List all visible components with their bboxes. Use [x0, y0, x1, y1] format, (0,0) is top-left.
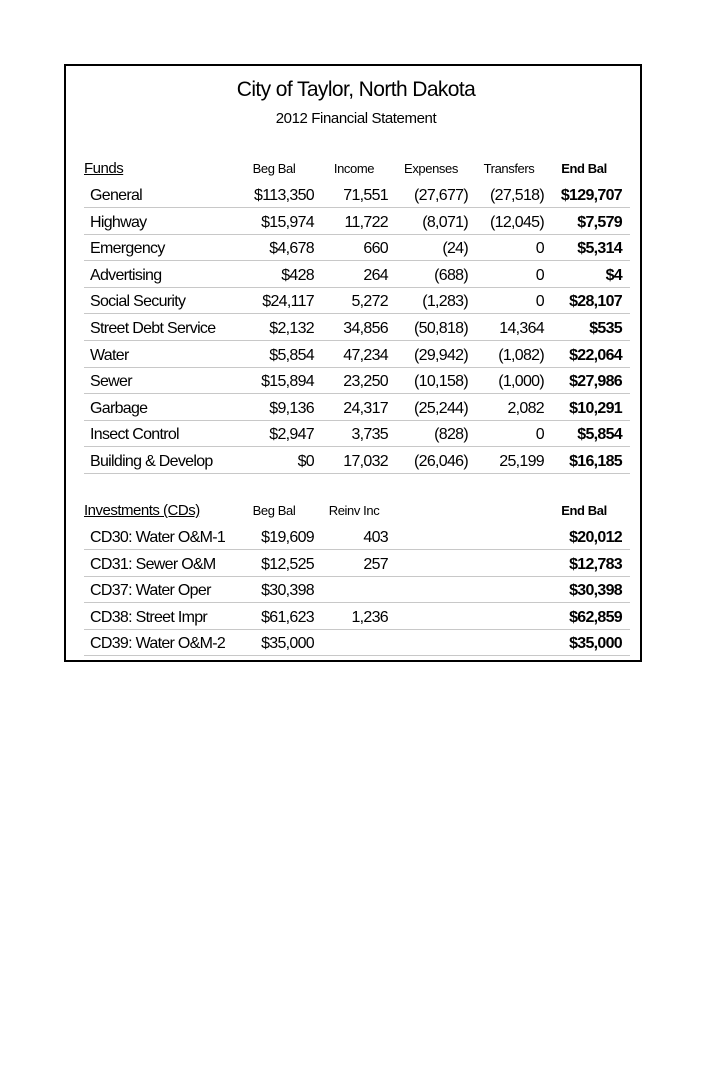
investment-row [84, 629, 630, 656]
investment-beg-bal: $35,000 [261, 635, 314, 653]
fund-expenses: (29,942) [414, 346, 468, 364]
fund-transfers: (12,045) [490, 213, 544, 231]
fund-income: 34,856 [343, 320, 388, 337]
investment-row [84, 523, 630, 550]
col-income: Income [333, 161, 375, 176]
investment-end-bal: $62,859 [569, 608, 622, 626]
investment-end-bal: $30,398 [569, 582, 622, 600]
fund-name: Garbage [90, 399, 148, 417]
fund-beg-bal: $0 [297, 453, 314, 470]
investment-beg-bal: $30,398 [261, 582, 314, 600]
fund-transfers: 0 [535, 240, 544, 258]
investment-end-bal: $20,012 [569, 529, 622, 546]
investment-row [84, 603, 630, 630]
fund-beg-bal: $5,854 [269, 346, 314, 364]
fund-expenses: (24) [442, 240, 468, 258]
fund-name: General [90, 187, 143, 204]
fund-name: Advertising [90, 266, 162, 284]
investment-row [84, 550, 630, 577]
fund-expenses: (688) [434, 266, 468, 284]
col-inv-beg-bal: Beg Bal [252, 503, 296, 518]
fund-transfers: 25,199 [499, 453, 544, 470]
col-expenses: Expenses [404, 161, 458, 176]
fund-row [84, 261, 630, 288]
fund-end-bal: $22,064 [569, 346, 622, 364]
fund-expenses: (27,677) [414, 187, 468, 204]
investment-beg-bal: $61,623 [261, 608, 314, 626]
funds-header-row [84, 154, 630, 180]
fund-expenses: (828) [434, 426, 468, 444]
investment-name: CD38: Street Impr [90, 608, 208, 626]
fund-income: 3,735 [351, 426, 388, 444]
fund-end-bal: $7,579 [577, 213, 622, 231]
investment-end-bal: $12,783 [569, 555, 622, 573]
fund-income: 17,032 [343, 453, 388, 470]
fund-name: Highway [90, 213, 147, 231]
fund-name: Building & Develop [90, 453, 213, 470]
fund-end-bal: $4 [605, 266, 622, 284]
fund-end-bal: $535 [589, 320, 622, 337]
fund-beg-bal: $15,974 [261, 213, 314, 231]
fund-beg-bal: $113,350 [254, 187, 314, 204]
fund-row [84, 420, 630, 447]
col-inv-end-bal: End Bal [561, 503, 607, 518]
fund-name: Sewer [90, 373, 132, 391]
investment-reinv-inc: 1,236 [351, 608, 388, 626]
fund-income: 660 [363, 240, 388, 258]
fund-income: 71,551 [343, 187, 388, 204]
fund-end-bal: $16,185 [569, 453, 622, 470]
fund-row [84, 234, 630, 261]
fund-beg-bal: $428 [281, 266, 314, 284]
statement-subtitle: 2012 Financial Statement [275, 110, 437, 127]
fund-row [84, 181, 630, 208]
fund-beg-bal: $2,132 [269, 320, 314, 337]
fund-end-bal: $28,107 [569, 293, 622, 311]
fund-row [84, 208, 630, 235]
fund-expenses: (1,283) [422, 293, 468, 311]
fund-beg-bal: $2,947 [269, 426, 314, 444]
fund-expenses: (8,071) [422, 213, 468, 231]
fund-end-bal: $5,314 [577, 240, 622, 258]
fund-row [84, 287, 630, 314]
fund-transfers: 0 [535, 266, 544, 284]
fund-name: Emergency [90, 240, 165, 258]
investment-reinv-inc: 257 [363, 555, 388, 573]
col-beg-bal: Beg Bal [252, 161, 296, 176]
fund-expenses: (25,244) [414, 399, 468, 417]
fund-row [84, 341, 630, 368]
fund-name: Water [90, 346, 129, 364]
fund-expenses: (26,046) [414, 453, 468, 470]
fund-transfers: (1,000) [498, 373, 544, 391]
fund-row [84, 447, 630, 474]
fund-income: 47,234 [343, 346, 388, 364]
fund-row [84, 314, 630, 341]
investment-reinv-inc: 403 [363, 529, 388, 546]
statement-title: City of Taylor, North Dakota [236, 78, 476, 101]
fund-transfers: (27,518) [490, 187, 544, 204]
funds-heading: Funds [84, 160, 124, 177]
fund-row [84, 367, 630, 394]
investments-heading: Investments (CDs) [84, 502, 200, 519]
fund-income: 24,317 [343, 399, 388, 417]
fund-beg-bal: $15,894 [261, 373, 314, 391]
fund-beg-bal: $4,678 [269, 240, 314, 258]
fund-beg-bal: $24,117 [262, 293, 314, 311]
fund-end-bal: $129,707 [560, 187, 622, 204]
col-end-bal: End Bal [561, 161, 607, 176]
investment-end-bal: $35,000 [569, 635, 622, 653]
fund-row [84, 394, 630, 421]
investment-name: CD39: Water O&M-2 [90, 635, 226, 653]
col-reinv-inc: Reinv Inc [328, 503, 380, 518]
fund-expenses: (10,158) [414, 373, 468, 391]
investment-reinv-inc [320, 576, 388, 602]
fund-income: 11,722 [344, 213, 388, 231]
fund-income: 5,272 [351, 293, 388, 311]
investment-beg-bal: $19,609 [261, 529, 314, 546]
col-transfers: Transfers [483, 161, 535, 176]
fund-name: Street Debt Service [90, 320, 216, 337]
fund-end-bal: $5,854 [577, 426, 622, 444]
fund-transfers: (1,082) [498, 346, 544, 364]
investments-header-row [84, 496, 630, 522]
investment-row [84, 576, 630, 603]
fund-transfers: 0 [535, 426, 544, 444]
fund-income: 264 [363, 266, 388, 284]
investment-name: CD30: Water O&M-1 [90, 529, 226, 546]
fund-transfers: 2,082 [507, 399, 544, 417]
fund-end-bal: $27,986 [569, 373, 622, 391]
fund-name: Social Security [90, 293, 186, 311]
investment-name: CD37: Water Oper [90, 582, 211, 600]
fund-income: 23,250 [343, 373, 388, 391]
fund-transfers: 14,364 [499, 320, 544, 337]
fund-transfers: 0 [535, 293, 544, 311]
investment-beg-bal: $12,525 [261, 555, 314, 573]
investment-name: CD31: Sewer O&M [90, 555, 216, 573]
fund-beg-bal: $9,136 [269, 399, 314, 417]
fund-name: Insect Control [90, 426, 179, 444]
investment-reinv-inc [320, 629, 388, 655]
fund-end-bal: $10,291 [569, 399, 622, 417]
fund-expenses: (50,818) [414, 320, 468, 337]
